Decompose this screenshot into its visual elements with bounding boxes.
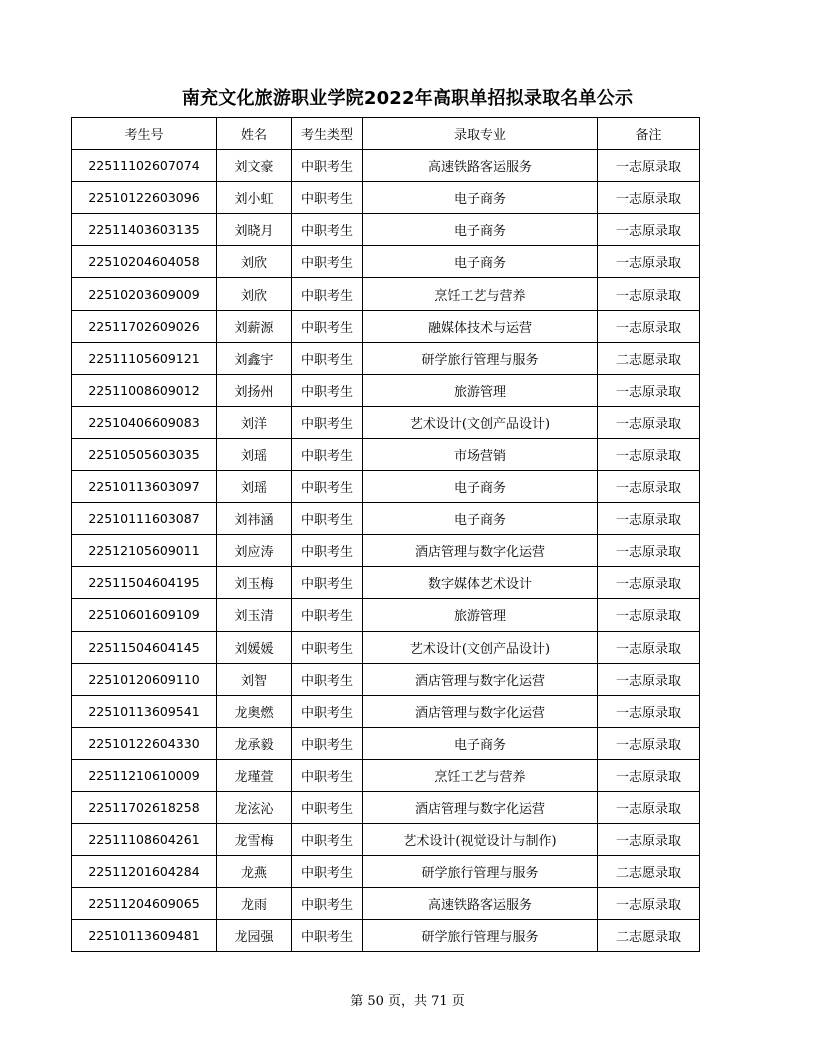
cell-major: 艺术设计(文创产品设计): [363, 631, 598, 663]
cell-remark: 一志原录取: [598, 631, 700, 663]
cell-major: 高速铁路客运服务: [363, 150, 598, 182]
cell-remark: 二志愿录取: [598, 856, 700, 888]
cell-major: 艺术设计(视觉设计与制作): [363, 824, 598, 856]
cell-remark: 一志原录取: [598, 824, 700, 856]
cell-exam-id: 22510601609109: [72, 599, 217, 631]
cell-exam-id: 22510122604330: [72, 727, 217, 759]
cell-remark: 二志愿录取: [598, 342, 700, 374]
cell-major: 酒店管理与数字化运营: [363, 695, 598, 727]
cell-remark: 一志原录取: [598, 278, 700, 310]
cell-remark: 一志原录取: [598, 695, 700, 727]
cell-exam-id: 22510113603097: [72, 471, 217, 503]
cell-remark: 一志原录取: [598, 503, 700, 535]
cell-candidate-type: 中职考生: [292, 374, 363, 406]
cell-candidate-type: 中职考生: [292, 535, 363, 567]
table-row: [72, 150, 700, 182]
cell-name: 刘玉清: [217, 599, 292, 631]
cell-major: 烹饪工艺与营养: [363, 278, 598, 310]
cell-name: 龙燕: [217, 856, 292, 888]
cell-exam-id: 22511201604284: [72, 856, 217, 888]
cell-name: 刘瑶: [217, 438, 292, 470]
table-row: [72, 824, 700, 856]
cell-exam-id: 22512105609011: [72, 535, 217, 567]
cell-name: 龙雪梅: [217, 824, 292, 856]
page-title: 南充文化旅游职业学院2022年高职单招拟录取名单公示: [181, 88, 634, 109]
table-row: [72, 759, 700, 791]
table-row: [72, 310, 700, 342]
cell-candidate-type: 中职考生: [292, 471, 363, 503]
cell-remark: 一志原录取: [598, 310, 700, 342]
cell-remark: 一志原录取: [598, 214, 700, 246]
cell-name: 刘洋: [217, 406, 292, 438]
cell-candidate-type: 中职考生: [292, 631, 363, 663]
cell-exam-id: 22510122603096: [72, 182, 217, 214]
cell-name: 龙雨: [217, 888, 292, 920]
cell-name: 刘欣: [217, 278, 292, 310]
cell-major: 电子商务: [363, 471, 598, 503]
cell-candidate-type: 中职考生: [292, 791, 363, 823]
column-header-remark: 备注: [598, 118, 700, 150]
table-row: [72, 278, 700, 310]
cell-remark: 一志原录取: [598, 535, 700, 567]
cell-major: 酒店管理与数字化运营: [363, 535, 598, 567]
cell-remark: 二志愿录取: [598, 920, 700, 952]
cell-name: 刘薪源: [217, 310, 292, 342]
cell-major: 艺术设计(文创产品设计): [363, 406, 598, 438]
table-row: [72, 856, 700, 888]
cell-name: 刘玉梅: [217, 567, 292, 599]
cell-exam-id: 22510505603035: [72, 438, 217, 470]
table-header-row: [72, 118, 700, 150]
cell-major: 研学旅行管理与服务: [363, 342, 598, 374]
cell-major: 烹饪工艺与营养: [363, 759, 598, 791]
cell-candidate-type: 中职考生: [292, 856, 363, 888]
table-row: [72, 503, 700, 535]
cell-exam-id: 22511102607074: [72, 150, 217, 182]
cell-remark: 一志原录取: [598, 567, 700, 599]
cell-candidate-type: 中职考生: [292, 727, 363, 759]
table-row: [72, 599, 700, 631]
cell-remark: 一志原录取: [598, 888, 700, 920]
cell-exam-id: 22510406609083: [72, 406, 217, 438]
cell-name: 刘晓月: [217, 214, 292, 246]
table-row: [72, 888, 700, 920]
table-row: [72, 182, 700, 214]
cell-exam-id: 22511108604261: [72, 824, 217, 856]
column-header-major: 录取专业: [363, 118, 598, 150]
cell-exam-id: 22510204604058: [72, 246, 217, 278]
table-row: [72, 246, 700, 278]
cell-name: 龙泫沁: [217, 791, 292, 823]
cell-remark: 一志原录取: [598, 374, 700, 406]
cell-exam-id: 22511008609012: [72, 374, 217, 406]
table-row: [72, 631, 700, 663]
cell-candidate-type: 中职考生: [292, 503, 363, 535]
cell-candidate-type: 中职考生: [292, 310, 363, 342]
cell-name: 刘扬州: [217, 374, 292, 406]
cell-candidate-type: 中职考生: [292, 663, 363, 695]
cell-exam-id: 22511702618258: [72, 791, 217, 823]
cell-exam-id: 22511403603135: [72, 214, 217, 246]
cell-candidate-type: 中职考生: [292, 567, 363, 599]
cell-remark: 一志原录取: [598, 150, 700, 182]
cell-remark: 一志原录取: [598, 791, 700, 823]
table-row: [72, 471, 700, 503]
cell-candidate-type: 中职考生: [292, 920, 363, 952]
table-row: [72, 663, 700, 695]
cell-exam-id: 22511504604145: [72, 631, 217, 663]
cell-name: 刘小虹: [217, 182, 292, 214]
cell-exam-id: 22510113609541: [72, 695, 217, 727]
cell-remark: 一志原录取: [598, 246, 700, 278]
cell-name: 刘欣: [217, 246, 292, 278]
cell-major: 高速铁路客运服务: [363, 888, 598, 920]
cell-remark: 一志原录取: [598, 663, 700, 695]
cell-name: 刘祎涵: [217, 503, 292, 535]
cell-major: 电子商务: [363, 503, 598, 535]
cell-candidate-type: 中职考生: [292, 406, 363, 438]
cell-exam-id: 22511204609065: [72, 888, 217, 920]
cell-major: 旅游管理: [363, 374, 598, 406]
table-row: [72, 535, 700, 567]
cell-major: 研学旅行管理与服务: [363, 856, 598, 888]
table-body: [72, 150, 700, 952]
table-row: [72, 438, 700, 470]
cell-name: 刘应涛: [217, 535, 292, 567]
cell-name: 龙承毅: [217, 727, 292, 759]
cell-major: 电子商务: [363, 214, 598, 246]
cell-major: 旅游管理: [363, 599, 598, 631]
cell-candidate-type: 中职考生: [292, 278, 363, 310]
cell-exam-id: 22510203609009: [72, 278, 217, 310]
cell-major: 电子商务: [363, 246, 598, 278]
cell-major: 酒店管理与数字化运营: [363, 663, 598, 695]
table-row: [72, 791, 700, 823]
cell-remark: 一志原录取: [598, 759, 700, 791]
cell-major: 电子商务: [363, 727, 598, 759]
column-header-exam-id: 考生号: [72, 118, 217, 150]
cell-candidate-type: 中职考生: [292, 182, 363, 214]
page-footer: 第 50 页，共 71 页: [350, 994, 465, 1009]
column-header-name: 姓名: [217, 118, 292, 150]
cell-exam-id: 22511702609026: [72, 310, 217, 342]
cell-candidate-type: 中职考生: [292, 599, 363, 631]
cell-name: 龙瑾萱: [217, 759, 292, 791]
cell-candidate-type: 中职考生: [292, 150, 363, 182]
cell-remark: 一志原录取: [598, 471, 700, 503]
table-row: [72, 727, 700, 759]
cell-major: 融媒体技术与运营: [363, 310, 598, 342]
cell-name: 刘文豪: [217, 150, 292, 182]
cell-candidate-type: 中职考生: [292, 246, 363, 278]
cell-remark: 一志原录取: [598, 599, 700, 631]
table-row: [72, 374, 700, 406]
cell-name: 刘媛媛: [217, 631, 292, 663]
cell-candidate-type: 中职考生: [292, 759, 363, 791]
cell-exam-id: 22511210610009: [72, 759, 217, 791]
cell-major: 数字媒体艺术设计: [363, 567, 598, 599]
cell-name: 刘瑶: [217, 471, 292, 503]
cell-candidate-type: 中职考生: [292, 438, 363, 470]
cell-remark: 一志原录取: [598, 406, 700, 438]
cell-remark: 一志原录取: [598, 438, 700, 470]
cell-exam-id: 22510120609110: [72, 663, 217, 695]
cell-name: 刘鑫宇: [217, 342, 292, 374]
column-header-candidate-type: 考生类型: [292, 118, 363, 150]
cell-remark: 一志原录取: [598, 182, 700, 214]
table-row: [72, 695, 700, 727]
cell-name: 龙园强: [217, 920, 292, 952]
cell-candidate-type: 中职考生: [292, 888, 363, 920]
cell-name: 刘智: [217, 663, 292, 695]
table-row: [72, 567, 700, 599]
cell-name: 龙奥燃: [217, 695, 292, 727]
cell-major: 电子商务: [363, 182, 598, 214]
table-row: [72, 406, 700, 438]
cell-major: 市场营销: [363, 438, 598, 470]
cell-candidate-type: 中职考生: [292, 824, 363, 856]
cell-candidate-type: 中职考生: [292, 695, 363, 727]
cell-candidate-type: 中职考生: [292, 214, 363, 246]
cell-remark: 一志原录取: [598, 727, 700, 759]
cell-major: 酒店管理与数字化运营: [363, 791, 598, 823]
cell-exam-id: 22511105609121: [72, 342, 217, 374]
table-row: [72, 214, 700, 246]
cell-candidate-type: 中职考生: [292, 342, 363, 374]
cell-exam-id: 22510111603087: [72, 503, 217, 535]
cell-exam-id: 22510113609481: [72, 920, 217, 952]
admission-table: [71, 117, 700, 952]
cell-exam-id: 22511504604195: [72, 567, 217, 599]
table-row: [72, 920, 700, 952]
table-row: [72, 342, 700, 374]
cell-major: 研学旅行管理与服务: [363, 920, 598, 952]
